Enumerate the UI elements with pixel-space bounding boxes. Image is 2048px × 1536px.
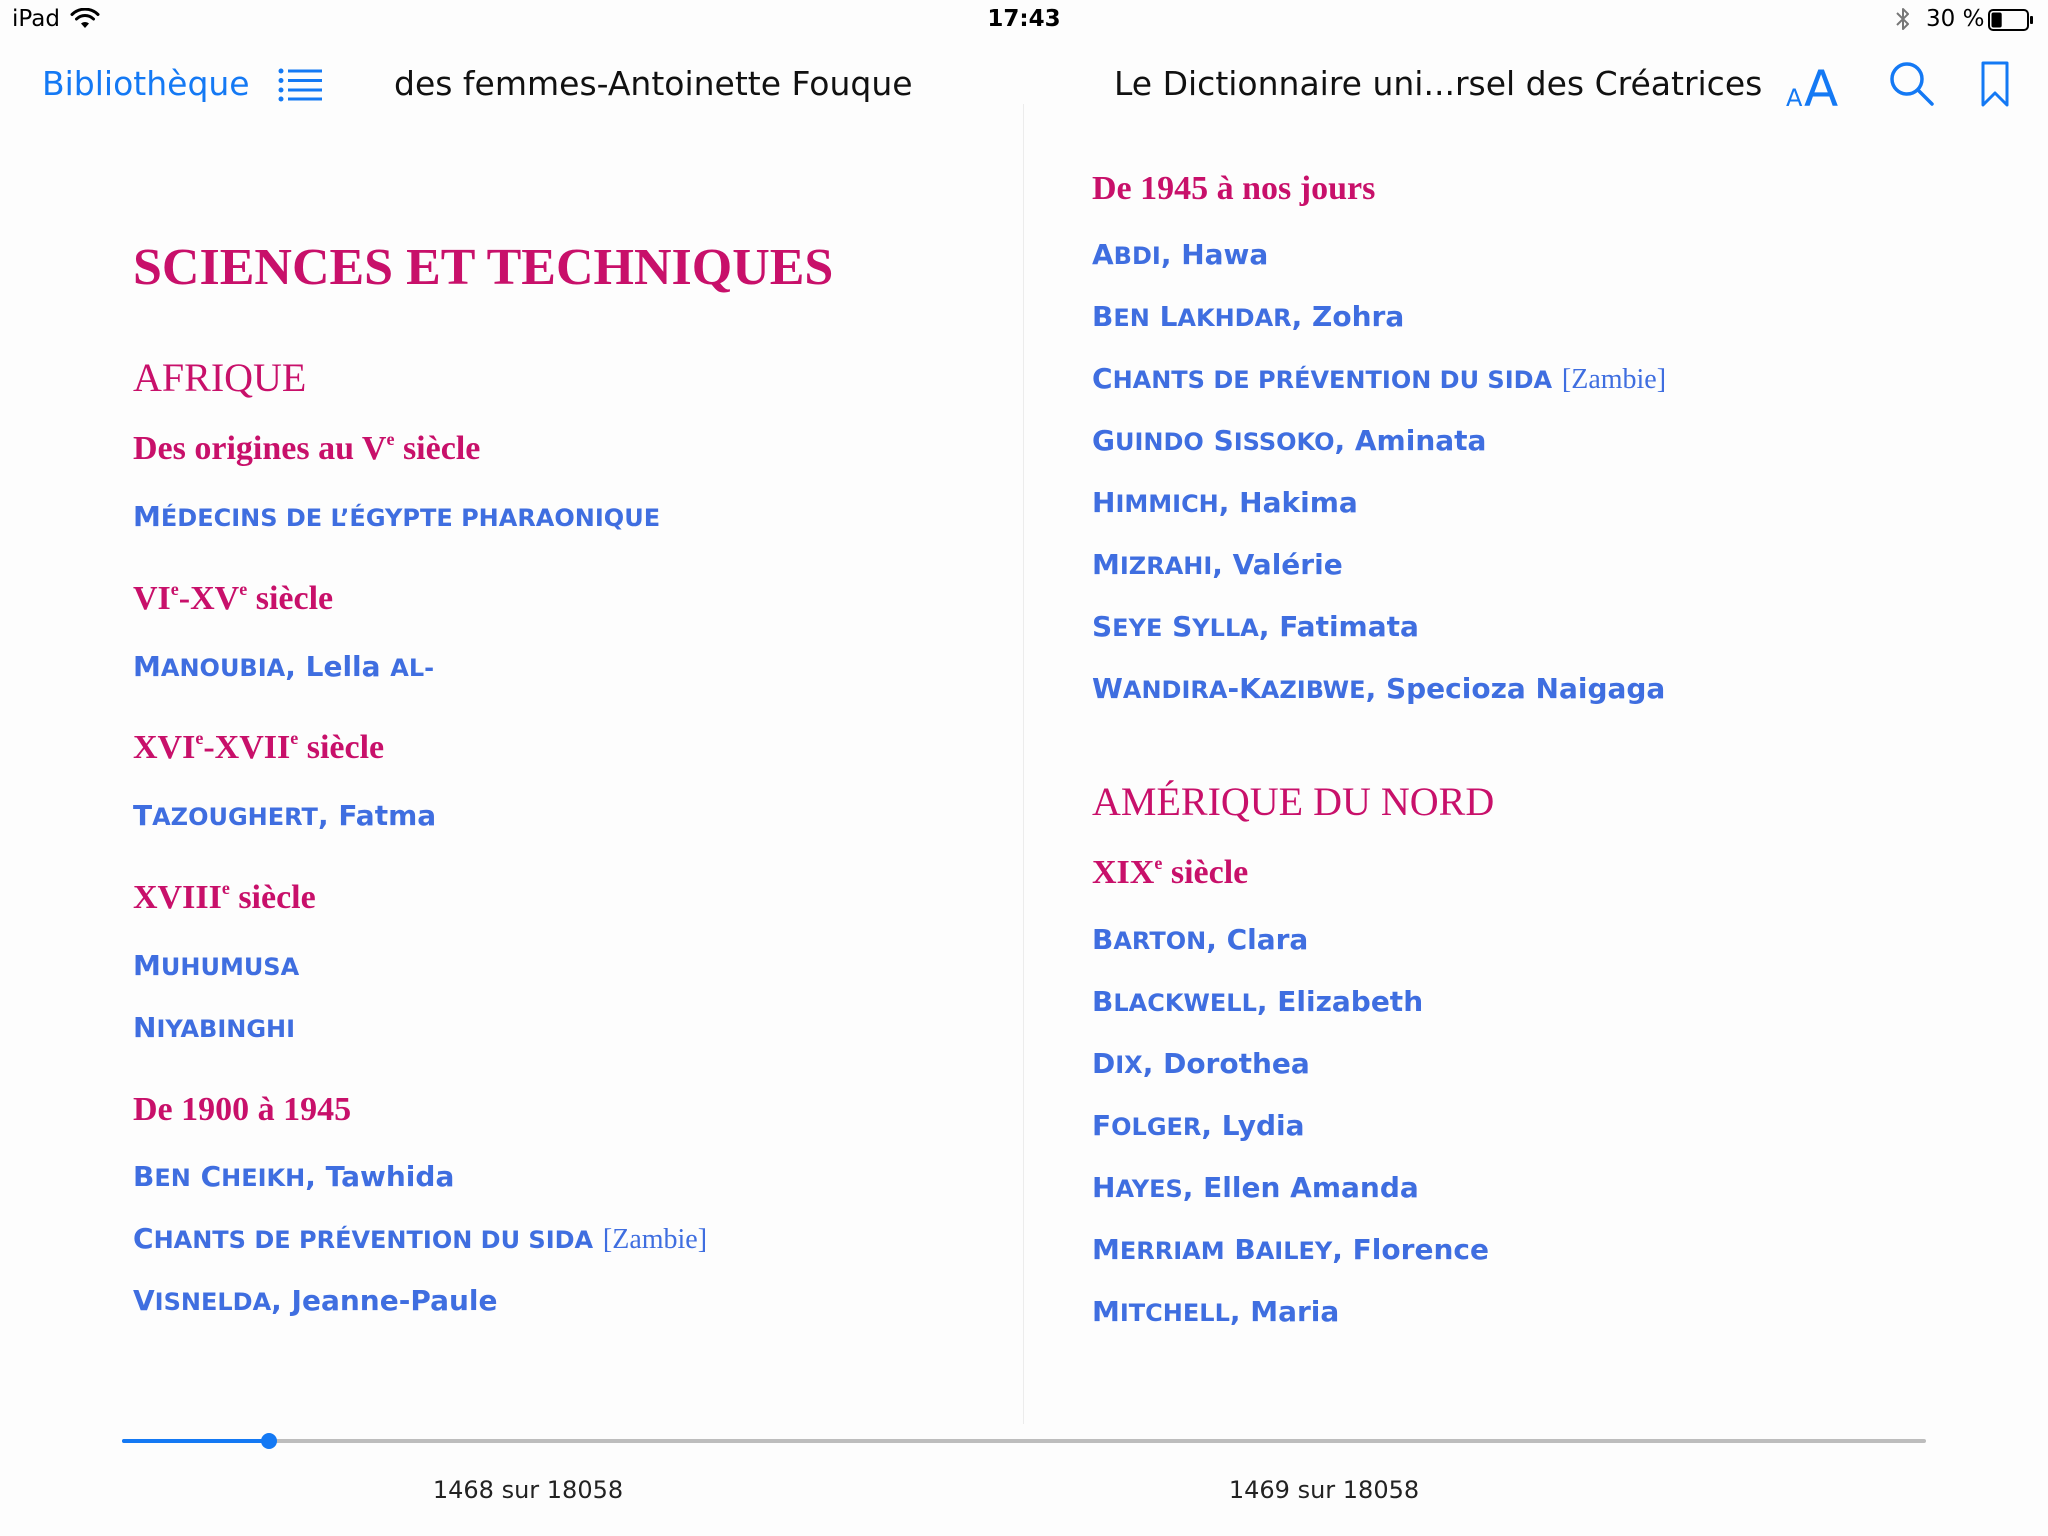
entry-link[interactable]: HIMMICH, Hakima [1092,486,1358,519]
period-heading: Des origines au Ve siècle [133,429,481,467]
progress-fill [122,1439,269,1443]
page-divider [1023,104,1024,1424]
region-heading: AMÉRIQUE DU NORD [1092,779,1495,824]
entry-link[interactable]: MERRIAM BAILEY, Florence [1092,1233,1489,1266]
table-of-contents-icon[interactable] [278,68,324,102]
entry-link[interactable]: CHANTS DE PRÉVENTION DU SIDA [Zambie] [1092,362,1667,395]
entry-link[interactable]: FOLGER, Lydia [1092,1109,1305,1142]
entry-link[interactable]: MUHUMUSA [133,949,300,982]
entry-link[interactable]: MIZRAHI, Valérie [1092,548,1343,581]
entry-link[interactable]: BARTON, Clara [1092,923,1309,956]
entry-link[interactable]: MÉDECINS DE L’ÉGYPTE PHARAONIQUE [133,500,661,533]
publisher-title: des femmes-Antoinette Fouque [394,64,913,103]
entry-link[interactable]: BEN CHEIKH, Tawhida [133,1160,455,1193]
entry-link[interactable]: MANOUBIA, Lella AL- [133,650,435,683]
entry-link[interactable]: BLACKWELL, Elizabeth [1092,985,1424,1018]
reader-toolbar [0,48,2048,124]
entry-link[interactable]: HAYES, Ellen Amanda [1092,1171,1419,1204]
period-heading: XIXe siècle [1092,853,1249,891]
entry-link[interactable]: ABDI, Hawa [1092,238,1269,271]
battery-icon [1988,9,2034,31]
battery-percent: 30 % [1926,6,1985,32]
font-size-icon[interactable] [1784,58,1846,110]
device-name: iPad [12,6,60,32]
entry-link[interactable]: WANDIRA-KAZIBWE, Specioza Naigaga [1092,672,1666,705]
page-scrubber[interactable] [122,1439,1926,1443]
entry-link[interactable]: GUINDO SISSOKO, Aminata [1092,424,1487,457]
entry-link[interactable]: SEYE SYLLA, Fatimata [1092,610,1419,643]
font-large-glyph: A [1804,60,1839,110]
entry-link[interactable]: VISNELDA, Jeanne-Paule [133,1284,498,1317]
battery-level [1992,13,2002,28]
bookmark-icon[interactable] [1980,60,2010,108]
entry-link[interactable]: TAZOUGHERT, Fatma [133,799,437,832]
region-heading: AFRIQUE [133,355,307,400]
page-number-left: 1468 sur 18058 [432,1476,624,1504]
font-small-glyph: A [1786,84,1803,110]
period-heading: XVIIIe siècle [133,878,316,916]
page-number-right: 1469 sur 18058 [1228,1476,1420,1504]
section-title: SCIENCES ET TECHNIQUES [133,239,834,296]
search-icon[interactable] [1888,60,1936,108]
progress-knob[interactable] [261,1433,277,1449]
clock: 17:43 [987,6,1061,32]
period-heading: De 1945 à nos jours [1092,170,1376,207]
period-heading: VIe-XVe siècle [133,579,334,617]
entry-link[interactable]: DIX, Dorothea [1092,1047,1310,1080]
book-title: Le Dictionnaire uni...rsel des Créatrices [1114,64,1763,103]
entry-link[interactable]: CHANTS DE PRÉVENTION DU SIDA [Zambie] [133,1222,708,1255]
period-heading: De 1900 à 1945 [133,1091,352,1128]
bluetooth-icon [1894,6,1912,32]
entry-link[interactable]: MITCHELL, Maria [1092,1295,1340,1328]
library-button[interactable]: Bibliothèque [42,64,250,103]
period-heading: XVIe-XVIIe siècle [133,728,385,766]
entry-link[interactable]: BEN LAKHDAR, Zohra [1092,300,1405,333]
status-bar [0,0,2048,40]
entry-link[interactable]: NIYABINGHI [133,1011,296,1044]
